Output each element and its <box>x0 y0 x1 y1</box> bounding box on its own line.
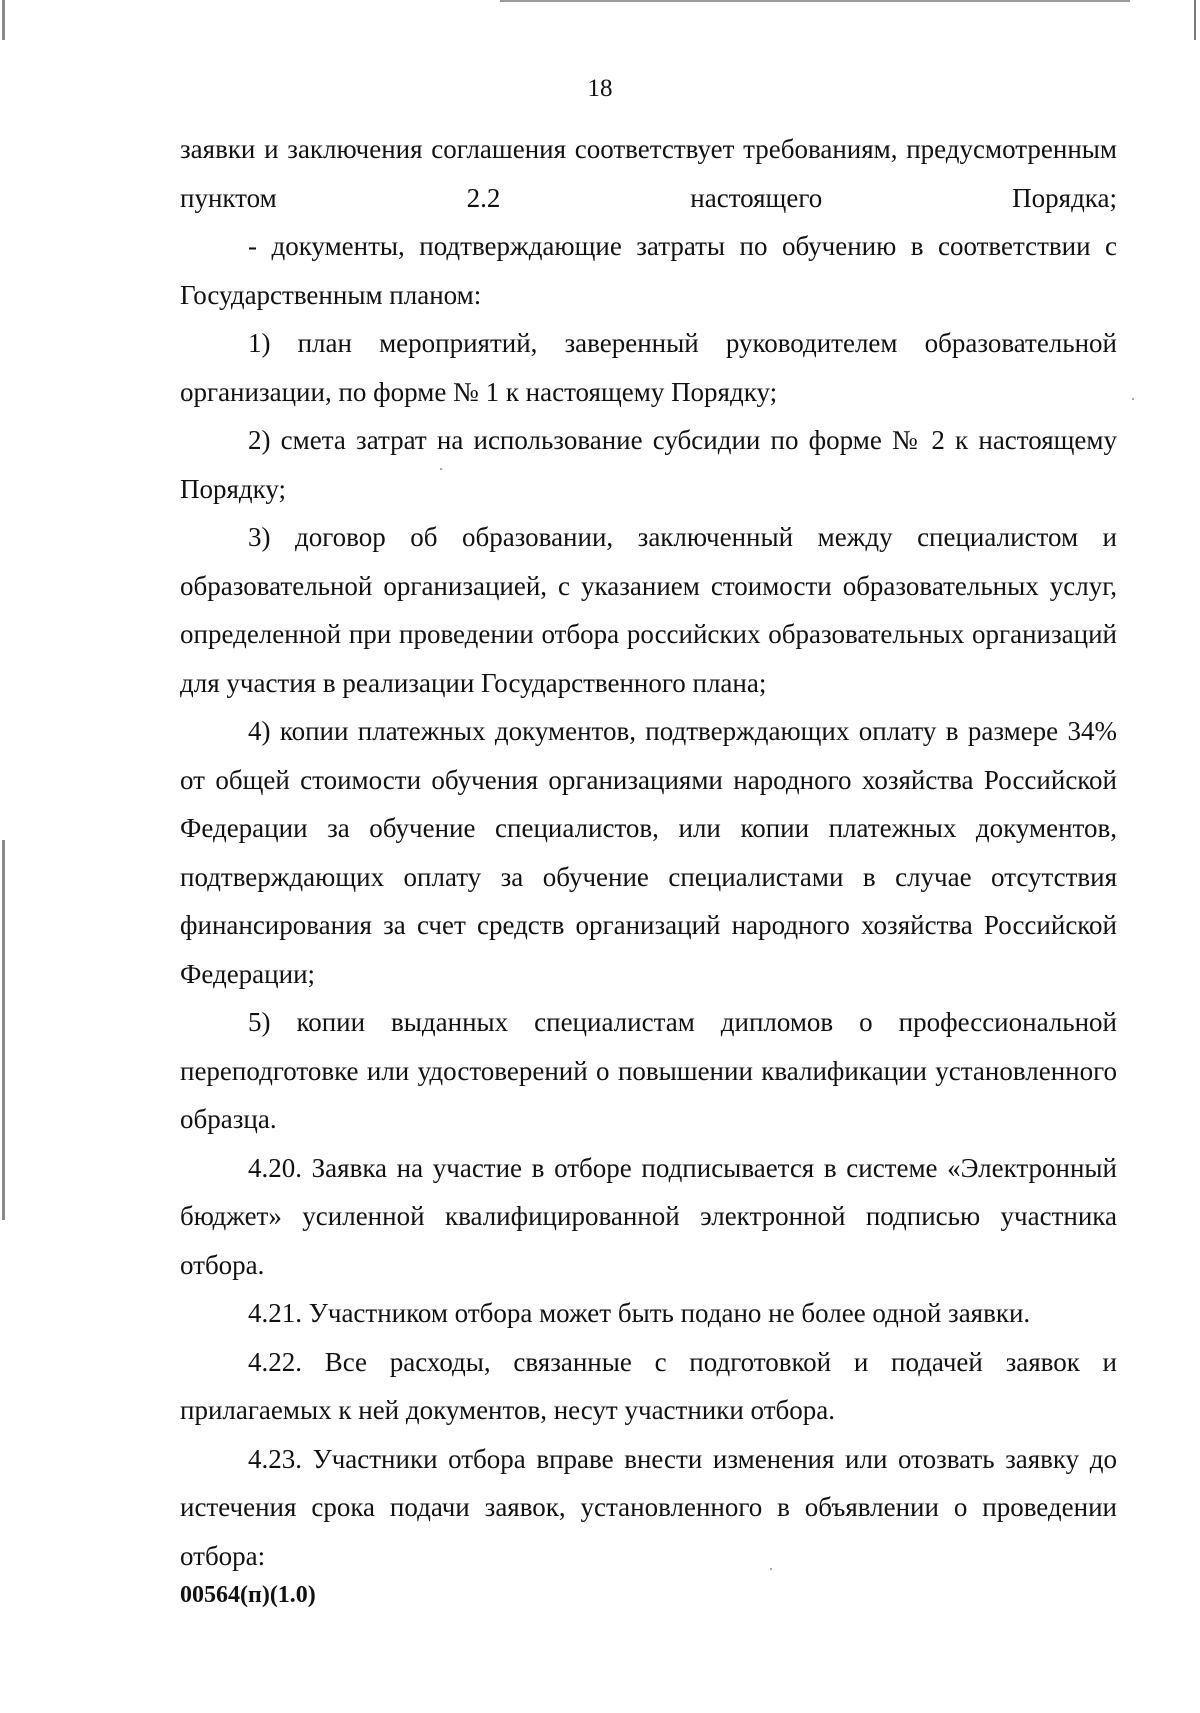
scan-left-edge-mark <box>2 840 5 1220</box>
scan-speck <box>1132 398 1134 400</box>
paragraph-4-21: 4.21. Участником отбора может быть подано не более одной заявки. <box>248 1298 1031 1328</box>
paragraph-item-4: 4) копии платежных документов, подтверждающих оплату в размере 34% от общей стоимости обучения организациями народного хозяйства Российской Федерации за обучение специалистов, или копии платежных документов, подтверждающих оплату за обучение специалистами в случае отсутствия финансирования за счет средств организаций народного хозяйства Российской Федерации; <box>180 716 1117 989</box>
paragraph-documents-list: - документы, подтверждающие затраты по обучению в соответствии с Государственным планом: <box>180 231 1117 310</box>
document-body <box>180 125 1117 1580</box>
paragraph-4-23: 4.23. Участники отбора вправе внести изменения или отозвать заявку до истечения срока подачи заявок, установленного в объявлении о проведении отбора: <box>180 1443 1117 1571</box>
paragraph-item-2: 2) смета затрат на использование субсидии по форме № 2 к настоящему Порядку; <box>180 425 1117 504</box>
paragraph-4-22: 4.22. Все расходы, связанные с подготовкой и подачей заявок и прилагаемых к ней документов, несут участники отбора. <box>180 1346 1117 1425</box>
document-code: 00564(п)(1.0) <box>180 1582 316 1608</box>
paragraph-item-1: 1) план мероприятий, заверенный руководителем образовательной организации, по форме № 1 к настоящему Порядку; <box>180 328 1117 407</box>
scan-left-edge-mark <box>2 0 5 40</box>
paragraph-item-3: 3) договор об образовании, заключенный между специалистом и образовательной организацией, с указанием стоимости образовательных услуг, определенной при проведении отбора российских образовательных организаций для участия в реализации Государственного плана; <box>180 522 1117 698</box>
paragraph-continuation: заявки и заключения соглашения соответствует требованиям, предусмотренным пунктом 2.2 настоящего Порядка; <box>180 134 1117 213</box>
page-number: 18 <box>587 75 613 102</box>
paragraph-4-20: 4.20. Заявка на участие в отборе подписывается в системе «Электронный бюджет» усиленной квалифицированной электронной подписью участника отбора. <box>180 1152 1117 1280</box>
scan-top-edge <box>500 0 1130 2</box>
scan-right-edge <box>1194 0 1196 40</box>
paragraph-item-5: 5) копии выданных специалистам дипломов о профессиональной переподготовке или удостоверений о повышении квалификации установленного образца. <box>180 1007 1117 1134</box>
